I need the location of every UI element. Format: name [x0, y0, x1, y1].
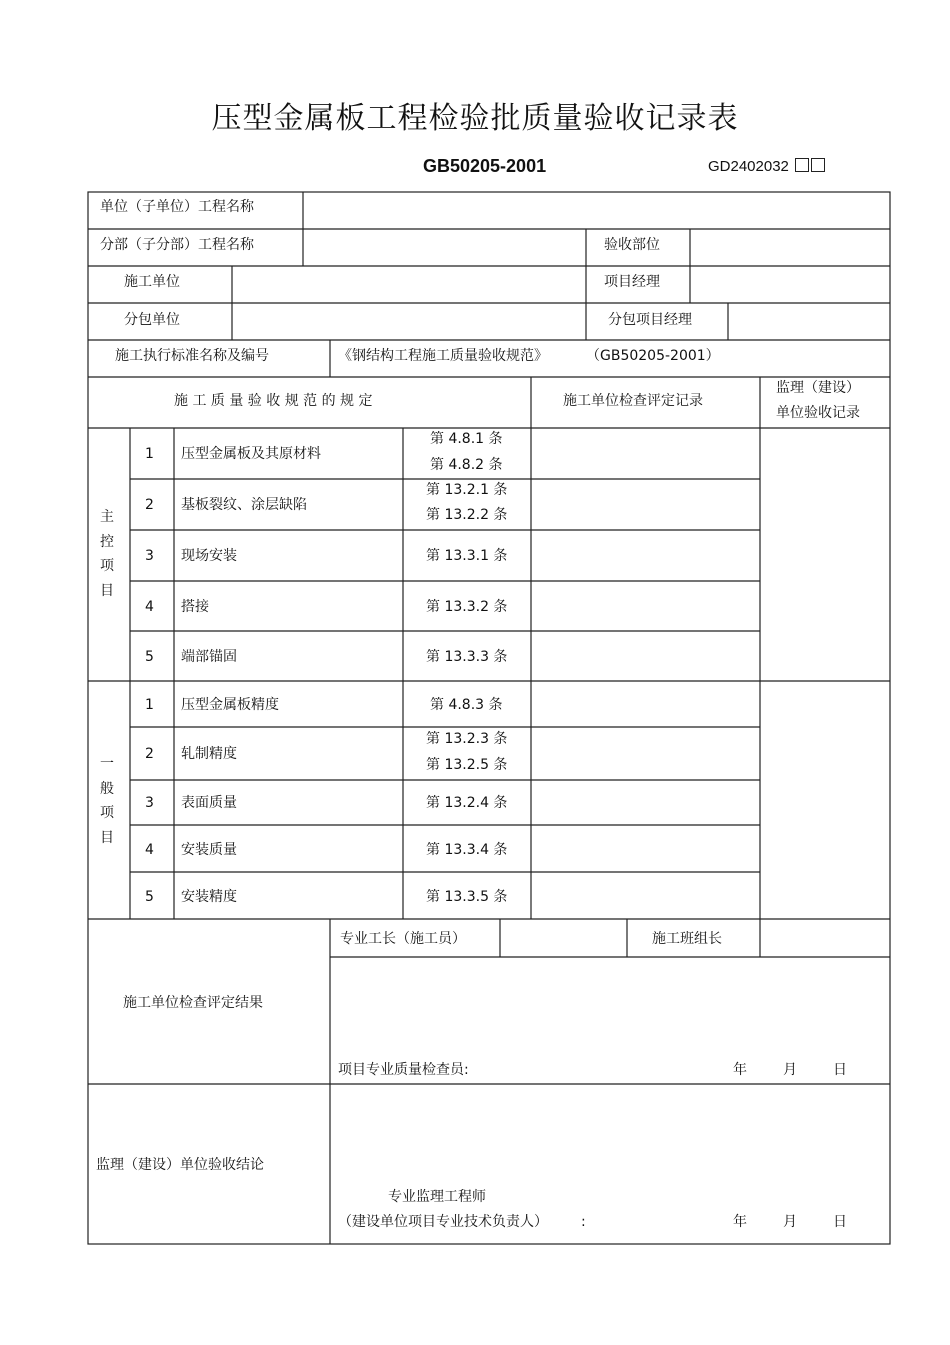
- form-code-text: GD2402032: [708, 158, 789, 175]
- construction-year: 年: [733, 1062, 747, 1078]
- supervision-year: 年: [733, 1214, 747, 1230]
- supervision-month: 月: [783, 1214, 797, 1230]
- main-item-clause: 第 4.8.2 条: [430, 457, 503, 473]
- supervision-result-label: 监理（建设）单位验收结论: [96, 1157, 264, 1173]
- general-group-char: 般: [100, 780, 114, 797]
- general-item-name: 表面质量: [181, 795, 237, 811]
- col-spec-header: 施 工 质 量 验 收 规 范 的 规 定: [174, 393, 373, 409]
- general-item-num: 4: [145, 842, 154, 858]
- inspection-part-label: 验收部位: [604, 237, 660, 253]
- main-item-name: 基板裂纹、涂层缺陷: [181, 497, 307, 513]
- main-item-clause: 第 13.2.2 条: [426, 507, 508, 523]
- general-group-label: [97, 752, 117, 850]
- general-item-name: 轧制精度: [181, 746, 237, 762]
- main-group-char: 项: [100, 558, 114, 574]
- main-group-char: 目: [100, 582, 114, 599]
- col-supervision-header-2: 单位验收记录: [776, 405, 860, 421]
- standard-code: GB50205-2001: [423, 156, 547, 176]
- main-item-clause: 第 13.3.3 条: [426, 649, 508, 665]
- main-group-char: 主: [100, 509, 114, 525]
- main-item-num: 1: [145, 446, 154, 462]
- general-item-name: 压型金属板精度: [181, 697, 279, 713]
- general-item-clause: 第 13.3.5 条: [426, 889, 508, 905]
- general-item-name: 安装精度: [181, 889, 237, 905]
- owner-colon: :: [581, 1214, 586, 1230]
- standard-name-code: （GB50205-2001）: [586, 348, 720, 364]
- supervision-engineer-label: 专业监理工程师: [388, 1189, 486, 1205]
- main-item-clause: 第 13.3.2 条: [426, 599, 508, 615]
- construction-month: 月: [783, 1062, 797, 1078]
- subcontract-unit-label: 分包单位: [124, 312, 180, 328]
- supervision-day: 日: [833, 1214, 847, 1230]
- standard-name-value: 《钢结构工程施工质量验收规范》: [338, 348, 548, 364]
- general-item-name: 安装质量: [181, 842, 237, 858]
- general-item-clause: 第 13.3.4 条: [426, 842, 508, 858]
- foreman-label: 专业工长（施工员）: [340, 931, 466, 947]
- sub-project-label: 分部（子分部）工程名称: [100, 237, 254, 253]
- col-construction-record-header: 施工单位检查评定记录: [563, 393, 703, 409]
- main-item-clause: 第 13.2.1 条: [426, 482, 508, 498]
- main-item-name: 端部锚固: [181, 649, 237, 665]
- main-item-clause: 第 4.8.1 条: [430, 431, 503, 447]
- general-item-clause: 第 13.2.3 条: [426, 731, 508, 747]
- unit-project-label: 单位（子单位）工程名称: [100, 199, 254, 215]
- main-group-label: [97, 505, 117, 603]
- team-leader-label: 施工班组长: [652, 931, 722, 947]
- main-item-clause: 第 13.3.1 条: [426, 548, 508, 564]
- page-title: 压型金属板工程检验批质量验收记录表: [211, 101, 739, 136]
- general-item-clause: 第 13.2.5 条: [426, 757, 508, 773]
- main-item-num: 4: [145, 599, 154, 615]
- col-supervision-header-1: 监理（建设）: [776, 380, 860, 396]
- general-item-clause: 第 4.8.3 条: [430, 697, 503, 713]
- general-group-char: 项: [100, 805, 114, 821]
- main-item-num: 2: [145, 497, 154, 513]
- main-group-char: 控: [100, 533, 114, 550]
- general-group-char: 目: [100, 829, 114, 846]
- inspector-label: 项目专业质量检查员:: [338, 1062, 469, 1078]
- owner-tech-lead-label: （建设单位项目专业技术负责人）: [338, 1214, 548, 1230]
- construction-unit-label: 施工单位: [124, 274, 180, 290]
- main-item-name: 搭接: [181, 599, 209, 615]
- construction-day: 日: [833, 1062, 847, 1078]
- subcontract-manager-label: 分包项目经理: [608, 312, 692, 328]
- general-item-num: 5: [145, 889, 154, 905]
- construction-result-label: 施工单位检查评定结果: [123, 995, 263, 1011]
- project-manager-label: 项目经理: [604, 274, 660, 290]
- general-item-clause: 第 13.2.4 条: [426, 795, 508, 811]
- general-group-char: 一: [100, 756, 114, 772]
- main-item-name: 压型金属板及其原材料: [181, 446, 321, 462]
- main-item-num: 5: [145, 649, 154, 665]
- main-item-name: 现场安装: [181, 548, 237, 564]
- standard-name-label: 施工执行标准名称及编号: [115, 348, 269, 364]
- general-item-num: 3: [145, 795, 154, 811]
- general-item-num: 2: [145, 746, 154, 762]
- general-item-num: 1: [145, 697, 154, 713]
- main-item-num: 3: [145, 548, 154, 564]
